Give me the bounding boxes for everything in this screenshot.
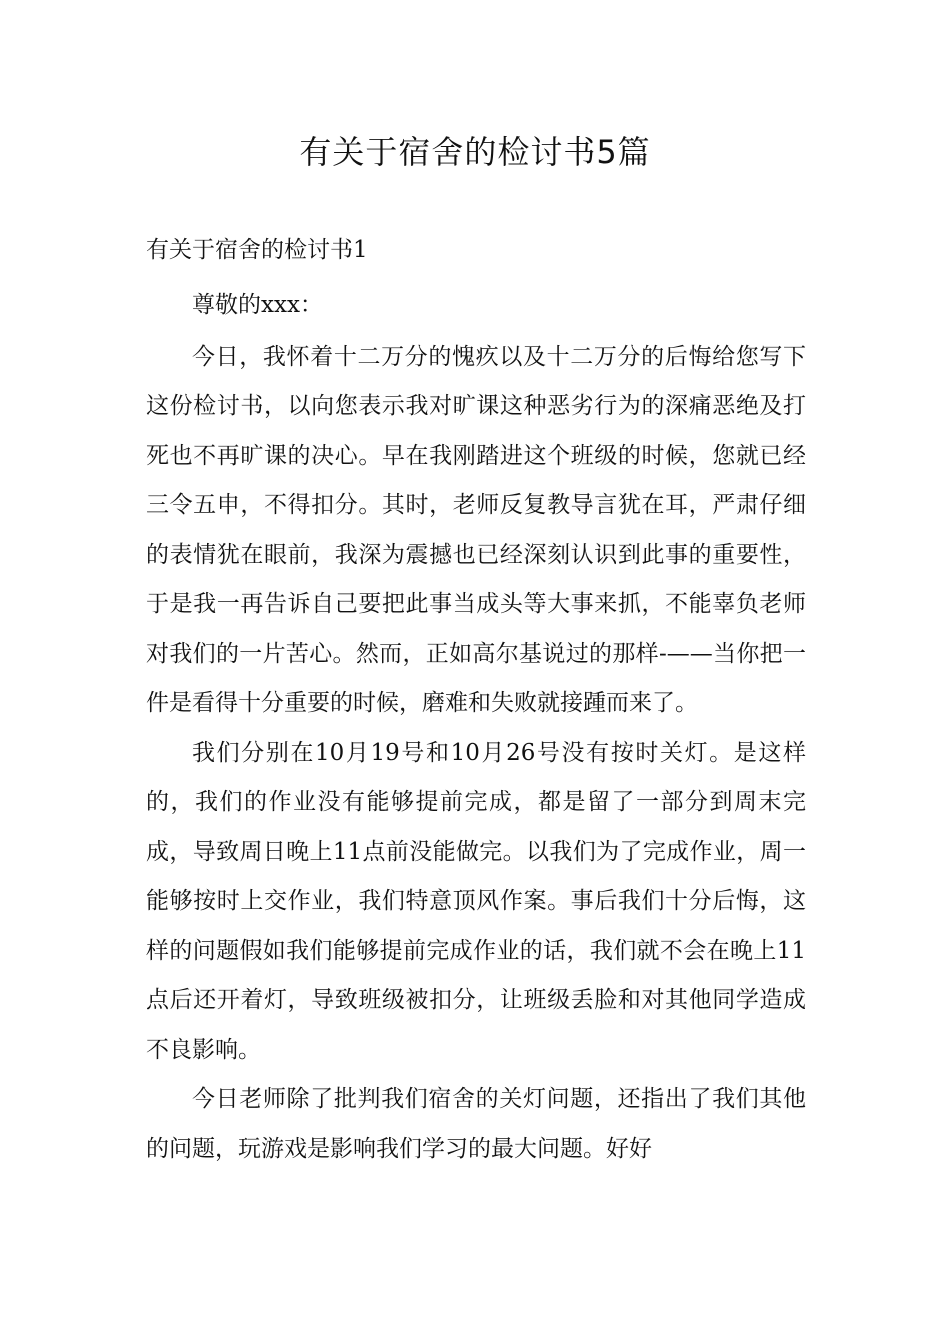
paragraph-1: 今日，我怀着十二万分的愧疚以及十二万分的后悔给您写下这份检讨书，以向您表示我对旷课这种恶劣行为的深痛恶绝及打死也不再旷课的决心。早在我刚踏进这个班级的时候，您就已经三令五申，不得扣分。其时，老师反复教导言犹在耳，严肃仔细的表情犹在眼前，我深为震撼也已经深刻认识到此事的重要性，于是我一再告诉自己要把此事当成头等大事来抓，不能辜负老师对我们的一片苦心。然而，正如高尔基说过的那样-——当你把一件是看得十分重要的时候，磨难和失败就接踵而来了。 <box>146 343 806 716</box>
paragraph-2: 我们分别在10月19号和10月26号没有按时关灯。是这样的，我们的作业没有能够提前完成，都是留了一部分到周末完成，导致周日晚上11点前没能做完。以我们为了完成作业，周一能够按时上交作业，我们特意顶风作案。事后我们十分后悔，这样的问题假如我们能够提前完成作业的话，我们就不会在晚上11点后还开着灯，导致班级被扣分，让班级丢脸和对其他同学造成不良影响。 <box>146 739 806 1063</box>
document-title: 有关于宿舍的检讨书5篇 <box>299 133 651 171</box>
document-body <box>146 230 806 1174</box>
salutation: 尊敬的xxx： <box>192 292 323 318</box>
paragraph-3: 今日老师除了批判我们宿舍的关灯问题，还指出了我们其他的问题，玩游戏是影响我们学习的最大问题。好好 <box>146 1086 806 1162</box>
section-heading: 有关于宿舍的检讨书1 <box>146 237 368 263</box>
